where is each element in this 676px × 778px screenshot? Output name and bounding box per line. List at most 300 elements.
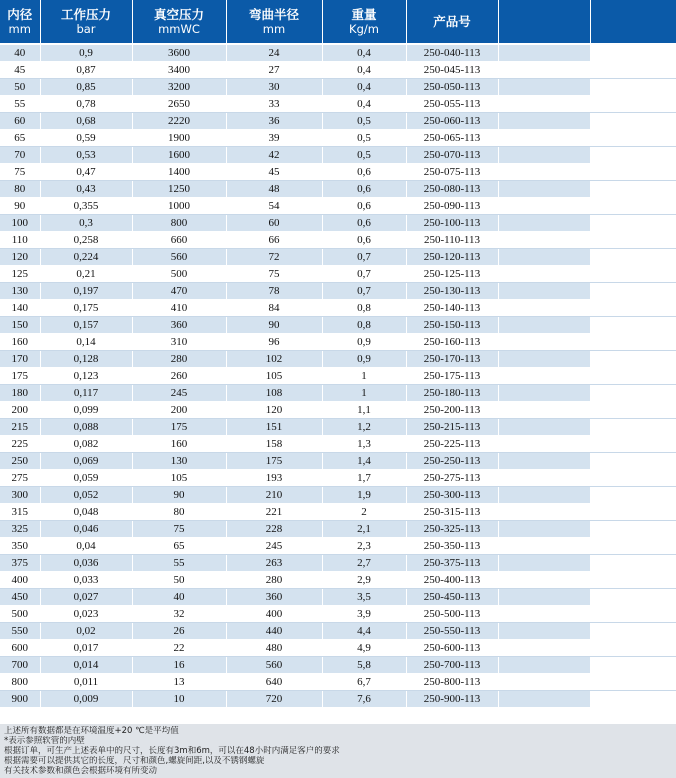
cell-bend-radius: 60 <box>226 215 322 232</box>
cell-working-pressure: 0,046 <box>40 521 132 538</box>
cell-bend-radius: 151 <box>226 419 322 436</box>
table-row <box>0 521 676 538</box>
cell-weight: 1,1 <box>322 402 406 419</box>
cell-vacuum-pressure: 1900 <box>132 130 226 147</box>
cell-working-pressure: 0,117 <box>40 385 132 402</box>
cell-weight: 0,6 <box>322 215 406 232</box>
cell-inner-diameter: 40 <box>0 44 40 62</box>
cell-bend-radius: 27 <box>226 62 322 79</box>
cell-vacuum-pressure: 75 <box>132 521 226 538</box>
cell-working-pressure: 0,099 <box>40 402 132 419</box>
cell-product-code: 250-055-113 <box>406 96 498 113</box>
cell-bend-radius: 33 <box>226 96 322 113</box>
cell-weight: 0,5 <box>322 130 406 147</box>
cell-inner-diameter: 300 <box>0 487 40 504</box>
cell-weight: 2 <box>322 504 406 521</box>
cell-inner-diameter: 110 <box>0 232 40 249</box>
cell-product-code: 250-120-113 <box>406 249 498 266</box>
cell-weight: 2,3 <box>322 538 406 555</box>
table-row <box>0 334 676 351</box>
cell-working-pressure: 0,123 <box>40 368 132 385</box>
footnote-line: 根据需要可以提供其它的长度，尺寸和颜色,螺旋间距,以及不锈钢螺旋 <box>4 756 265 766</box>
cell-empty <box>498 606 590 623</box>
cell-bend-radius: 175 <box>226 453 322 470</box>
cell-product-code: 250-375-113 <box>406 555 498 572</box>
cell-empty <box>498 436 590 453</box>
cell-weight: 1,2 <box>322 419 406 436</box>
cell-weight: 2,9 <box>322 572 406 589</box>
cell-empty <box>498 504 590 521</box>
table-row <box>0 164 676 181</box>
cell-vacuum-pressure: 470 <box>132 283 226 300</box>
cell-vacuum-pressure: 105 <box>132 470 226 487</box>
cell-working-pressure: 0,059 <box>40 470 132 487</box>
cell-working-pressure: 0,14 <box>40 334 132 351</box>
cell-empty <box>590 470 676 487</box>
cell-empty <box>590 674 676 691</box>
table-row <box>0 266 676 283</box>
cell-inner-diameter: 225 <box>0 436 40 453</box>
cell-inner-diameter: 600 <box>0 640 40 657</box>
cell-empty <box>498 640 590 657</box>
cell-inner-diameter: 45 <box>0 62 40 79</box>
cell-inner-diameter: 50 <box>0 79 40 96</box>
cell-empty <box>590 402 676 419</box>
cell-empty <box>498 249 590 266</box>
header-inner-diameter: 内径 mm <box>0 0 40 44</box>
cell-empty <box>590 130 676 147</box>
cell-inner-diameter: 315 <box>0 504 40 521</box>
cell-vacuum-pressure: 1250 <box>132 181 226 198</box>
cell-inner-diameter: 375 <box>0 555 40 572</box>
table-row <box>0 113 676 130</box>
cell-empty <box>498 334 590 351</box>
cell-bend-radius: 108 <box>226 385 322 402</box>
cell-weight: 0,9 <box>322 351 406 368</box>
cell-inner-diameter: 175 <box>0 368 40 385</box>
cell-inner-diameter: 550 <box>0 623 40 640</box>
cell-vacuum-pressure: 10 <box>132 691 226 708</box>
cell-working-pressure: 0,157 <box>40 317 132 334</box>
cell-vacuum-pressure: 3600 <box>132 44 226 62</box>
cell-empty <box>590 657 676 674</box>
table-row <box>0 249 676 266</box>
cell-product-code: 250-160-113 <box>406 334 498 351</box>
cell-bend-radius: 221 <box>226 504 322 521</box>
table-row <box>0 504 676 521</box>
cell-weight: 7,6 <box>322 691 406 708</box>
cell-inner-diameter: 75 <box>0 164 40 181</box>
cell-vacuum-pressure: 2220 <box>132 113 226 130</box>
cell-inner-diameter: 200 <box>0 402 40 419</box>
cell-empty <box>498 62 590 79</box>
cell-weight: 0,5 <box>322 113 406 130</box>
cell-empty <box>498 368 590 385</box>
cell-bend-radius: 39 <box>226 130 322 147</box>
cell-empty <box>498 691 590 708</box>
cell-working-pressure: 0,258 <box>40 232 132 249</box>
cell-empty <box>590 453 676 470</box>
cell-working-pressure: 0,128 <box>40 351 132 368</box>
cell-vacuum-pressure: 360 <box>132 317 226 334</box>
cell-product-code: 250-315-113 <box>406 504 498 521</box>
cell-bend-radius: 360 <box>226 589 322 606</box>
cell-empty <box>498 555 590 572</box>
cell-empty <box>498 198 590 215</box>
cell-working-pressure: 0,59 <box>40 130 132 147</box>
cell-inner-diameter: 400 <box>0 572 40 589</box>
cell-product-code: 250-325-113 <box>406 521 498 538</box>
cell-product-code: 250-045-113 <box>406 62 498 79</box>
cell-vacuum-pressure: 80 <box>132 504 226 521</box>
cell-empty <box>590 368 676 385</box>
table-row <box>0 538 676 555</box>
footnote-line: 有关技术参数和颜色会根据环境有所变动 <box>4 766 158 776</box>
cell-empty <box>498 657 590 674</box>
cell-inner-diameter: 150 <box>0 317 40 334</box>
cell-empty <box>590 419 676 436</box>
cell-weight: 0,7 <box>322 283 406 300</box>
cell-empty <box>498 419 590 436</box>
cell-product-code: 250-200-113 <box>406 402 498 419</box>
cell-empty <box>590 113 676 130</box>
cell-empty <box>590 164 676 181</box>
table-row <box>0 572 676 589</box>
cell-vacuum-pressure: 280 <box>132 351 226 368</box>
table-row <box>0 351 676 368</box>
cell-working-pressure: 0,023 <box>40 606 132 623</box>
cell-empty <box>590 521 676 538</box>
cell-bend-radius: 105 <box>226 368 322 385</box>
cell-weight: 1,3 <box>322 436 406 453</box>
cell-vacuum-pressure: 130 <box>132 453 226 470</box>
cell-vacuum-pressure: 2650 <box>132 96 226 113</box>
table-row <box>0 555 676 572</box>
cell-weight: 0,7 <box>322 249 406 266</box>
cell-inner-diameter: 800 <box>0 674 40 691</box>
cell-empty <box>590 436 676 453</box>
cell-empty <box>498 300 590 317</box>
cell-empty <box>498 44 590 62</box>
cell-inner-diameter: 140 <box>0 300 40 317</box>
cell-inner-diameter: 250 <box>0 453 40 470</box>
cell-weight: 5,8 <box>322 657 406 674</box>
cell-empty <box>590 79 676 96</box>
cell-inner-diameter: 275 <box>0 470 40 487</box>
cell-weight: 1,9 <box>322 487 406 504</box>
cell-bend-radius: 24 <box>226 44 322 62</box>
cell-product-code: 250-130-113 <box>406 283 498 300</box>
cell-product-code: 250-070-113 <box>406 147 498 164</box>
table-row <box>0 215 676 232</box>
cell-empty <box>498 572 590 589</box>
cell-inner-diameter: 100 <box>0 215 40 232</box>
cell-working-pressure: 0,43 <box>40 181 132 198</box>
cell-working-pressure: 0,85 <box>40 79 132 96</box>
table-row <box>0 589 676 606</box>
cell-empty <box>590 555 676 572</box>
cell-empty <box>498 147 590 164</box>
cell-working-pressure: 0,04 <box>40 538 132 555</box>
table-row <box>0 436 676 453</box>
header-weight: 重量 Kg/m <box>322 0 406 44</box>
cell-product-code: 250-110-113 <box>406 232 498 249</box>
cell-empty <box>498 164 590 181</box>
cell-product-code: 250-125-113 <box>406 266 498 283</box>
cell-vacuum-pressure: 500 <box>132 266 226 283</box>
table-row <box>0 44 676 62</box>
cell-product-code: 250-900-113 <box>406 691 498 708</box>
cell-bend-radius: 45 <box>226 164 322 181</box>
cell-bend-radius: 54 <box>226 198 322 215</box>
cell-bend-radius: 720 <box>226 691 322 708</box>
cell-working-pressure: 0,017 <box>40 640 132 657</box>
cell-weight: 0,6 <box>322 181 406 198</box>
cell-bend-radius: 280 <box>226 572 322 589</box>
cell-weight: 0,6 <box>322 198 406 215</box>
cell-bend-radius: 120 <box>226 402 322 419</box>
cell-empty <box>498 130 590 147</box>
table-row <box>0 232 676 249</box>
cell-product-code: 250-050-113 <box>406 79 498 96</box>
cell-empty <box>498 453 590 470</box>
cell-inner-diameter: 60 <box>0 113 40 130</box>
header-vacuum-pressure: 真空压力 mmWC <box>132 0 226 44</box>
cell-weight: 4,9 <box>322 640 406 657</box>
table-row <box>0 606 676 623</box>
cell-weight: 1 <box>322 368 406 385</box>
header-working-pressure: 工作压力 bar <box>40 0 132 44</box>
cell-bend-radius: 560 <box>226 657 322 674</box>
cell-bend-radius: 66 <box>226 232 322 249</box>
cell-empty <box>590 96 676 113</box>
cell-working-pressure: 0,21 <box>40 266 132 283</box>
cell-inner-diameter: 70 <box>0 147 40 164</box>
cell-vacuum-pressure: 160 <box>132 436 226 453</box>
cell-working-pressure: 0,355 <box>40 198 132 215</box>
table-row <box>0 623 676 640</box>
table-row <box>0 317 676 334</box>
cell-product-code: 250-275-113 <box>406 470 498 487</box>
cell-working-pressure: 0,088 <box>40 419 132 436</box>
table-row <box>0 300 676 317</box>
cell-working-pressure: 0,048 <box>40 504 132 521</box>
cell-product-code: 250-450-113 <box>406 589 498 606</box>
cell-empty <box>498 351 590 368</box>
cell-working-pressure: 0,9 <box>40 44 132 62</box>
cell-weight: 3,9 <box>322 606 406 623</box>
cell-empty <box>590 691 676 708</box>
table-row <box>0 691 676 708</box>
cell-empty <box>498 232 590 249</box>
table-row <box>0 487 676 504</box>
cell-bend-radius: 36 <box>226 113 322 130</box>
table-row <box>0 62 676 79</box>
cell-inner-diameter: 170 <box>0 351 40 368</box>
cell-product-code: 250-600-113 <box>406 640 498 657</box>
table-row <box>0 147 676 164</box>
cell-product-code: 250-080-113 <box>406 181 498 198</box>
cell-empty <box>498 113 590 130</box>
cell-inner-diameter: 700 <box>0 657 40 674</box>
cell-empty <box>498 487 590 504</box>
cell-bend-radius: 84 <box>226 300 322 317</box>
cell-vacuum-pressure: 310 <box>132 334 226 351</box>
cell-inner-diameter: 325 <box>0 521 40 538</box>
cell-product-code: 250-100-113 <box>406 215 498 232</box>
cell-inner-diameter: 55 <box>0 96 40 113</box>
cell-empty <box>498 538 590 555</box>
cell-weight: 0,8 <box>322 317 406 334</box>
cell-bend-radius: 78 <box>226 283 322 300</box>
cell-working-pressure: 0,027 <box>40 589 132 606</box>
cell-empty <box>590 487 676 504</box>
cell-empty <box>498 402 590 419</box>
table-row <box>0 470 676 487</box>
cell-bend-radius: 245 <box>226 538 322 555</box>
cell-empty <box>590 181 676 198</box>
cell-inner-diameter: 900 <box>0 691 40 708</box>
cell-weight: 2,7 <box>322 555 406 572</box>
cell-product-code: 250-550-113 <box>406 623 498 640</box>
cell-product-code: 250-350-113 <box>406 538 498 555</box>
cell-vacuum-pressure: 410 <box>132 300 226 317</box>
footnote-line: *表示参照软管的内壁 <box>4 736 85 746</box>
cell-vacuum-pressure: 800 <box>132 215 226 232</box>
table-row <box>0 402 676 419</box>
cell-empty <box>498 283 590 300</box>
cell-bend-radius: 640 <box>226 674 322 691</box>
cell-weight: 0,7 <box>322 266 406 283</box>
cell-empty <box>498 317 590 334</box>
cell-product-code: 250-140-113 <box>406 300 498 317</box>
cell-bend-radius: 480 <box>226 640 322 657</box>
cell-working-pressure: 0,224 <box>40 249 132 266</box>
cell-weight: 4,4 <box>322 623 406 640</box>
header-product-code: 产品号 <box>406 0 498 44</box>
cell-working-pressure: 0,082 <box>40 436 132 453</box>
table-row <box>0 453 676 470</box>
cell-empty <box>498 79 590 96</box>
cell-empty <box>498 674 590 691</box>
cell-empty <box>590 147 676 164</box>
cell-working-pressure: 0,036 <box>40 555 132 572</box>
cell-empty <box>590 283 676 300</box>
cell-bend-radius: 158 <box>226 436 322 453</box>
table-header-row <box>0 0 676 44</box>
cell-product-code: 250-075-113 <box>406 164 498 181</box>
cell-inner-diameter: 90 <box>0 198 40 215</box>
cell-product-code: 250-250-113 <box>406 453 498 470</box>
cell-working-pressure: 0,3 <box>40 215 132 232</box>
cell-empty <box>590 623 676 640</box>
cell-empty <box>498 266 590 283</box>
cell-inner-diameter: 215 <box>0 419 40 436</box>
cell-weight: 0,6 <box>322 232 406 249</box>
cell-weight: 2,1 <box>322 521 406 538</box>
cell-weight: 1 <box>322 385 406 402</box>
cell-product-code: 250-400-113 <box>406 572 498 589</box>
cell-product-code: 250-170-113 <box>406 351 498 368</box>
cell-bend-radius: 102 <box>226 351 322 368</box>
header-bend-radius: 弯曲半径 mm <box>226 0 322 44</box>
cell-working-pressure: 0,47 <box>40 164 132 181</box>
cell-bend-radius: 263 <box>226 555 322 572</box>
table-row <box>0 368 676 385</box>
cell-vacuum-pressure: 65 <box>132 538 226 555</box>
cell-product-code: 250-180-113 <box>406 385 498 402</box>
cell-vacuum-pressure: 50 <box>132 572 226 589</box>
header-empty-1 <box>498 0 590 44</box>
cell-bend-radius: 48 <box>226 181 322 198</box>
cell-empty <box>498 215 590 232</box>
cell-empty <box>498 623 590 640</box>
cell-inner-diameter: 160 <box>0 334 40 351</box>
cell-working-pressure: 0,033 <box>40 572 132 589</box>
cell-empty <box>590 232 676 249</box>
footnotes <box>0 724 676 778</box>
footnote-line: 根据订单，可生产上述表单中的尺寸，长度有3m和6m，可以在48小时内满足客户的要求 <box>4 746 340 756</box>
cell-inner-diameter: 130 <box>0 283 40 300</box>
cell-working-pressure: 0,78 <box>40 96 132 113</box>
cell-weight: 0,4 <box>322 79 406 96</box>
cell-vacuum-pressure: 16 <box>132 657 226 674</box>
cell-empty <box>590 538 676 555</box>
cell-weight: 0,5 <box>322 147 406 164</box>
cell-inner-diameter: 180 <box>0 385 40 402</box>
cell-working-pressure: 0,68 <box>40 113 132 130</box>
cell-bend-radius: 30 <box>226 79 322 96</box>
cell-weight: 0,9 <box>322 334 406 351</box>
cell-weight: 1,7 <box>322 470 406 487</box>
table-row <box>0 419 676 436</box>
cell-product-code: 250-215-113 <box>406 419 498 436</box>
cell-bend-radius: 72 <box>226 249 322 266</box>
cell-inner-diameter: 65 <box>0 130 40 147</box>
cell-empty <box>590 334 676 351</box>
cell-empty <box>498 385 590 402</box>
cell-bend-radius: 440 <box>226 623 322 640</box>
cell-inner-diameter: 500 <box>0 606 40 623</box>
cell-empty <box>590 198 676 215</box>
cell-empty <box>498 470 590 487</box>
cell-product-code: 250-300-113 <box>406 487 498 504</box>
cell-vacuum-pressure: 245 <box>132 385 226 402</box>
cell-vacuum-pressure: 1400 <box>132 164 226 181</box>
table-row <box>0 674 676 691</box>
cell-working-pressure: 0,175 <box>40 300 132 317</box>
cell-inner-diameter: 350 <box>0 538 40 555</box>
cell-empty <box>590 266 676 283</box>
cell-vacuum-pressure: 260 <box>132 368 226 385</box>
table-row <box>0 385 676 402</box>
cell-empty <box>590 640 676 657</box>
cell-vacuum-pressure: 26 <box>132 623 226 640</box>
cell-empty <box>590 44 676 62</box>
cell-working-pressure: 0,02 <box>40 623 132 640</box>
cell-product-code: 250-500-113 <box>406 606 498 623</box>
cell-inner-diameter: 80 <box>0 181 40 198</box>
cell-working-pressure: 0,53 <box>40 147 132 164</box>
cell-bend-radius: 96 <box>226 334 322 351</box>
cell-product-code: 250-150-113 <box>406 317 498 334</box>
cell-weight: 0,6 <box>322 164 406 181</box>
cell-vacuum-pressure: 13 <box>132 674 226 691</box>
cell-bend-radius: 400 <box>226 606 322 623</box>
cell-product-code: 250-090-113 <box>406 198 498 215</box>
cell-empty <box>498 181 590 198</box>
cell-working-pressure: 0,197 <box>40 283 132 300</box>
